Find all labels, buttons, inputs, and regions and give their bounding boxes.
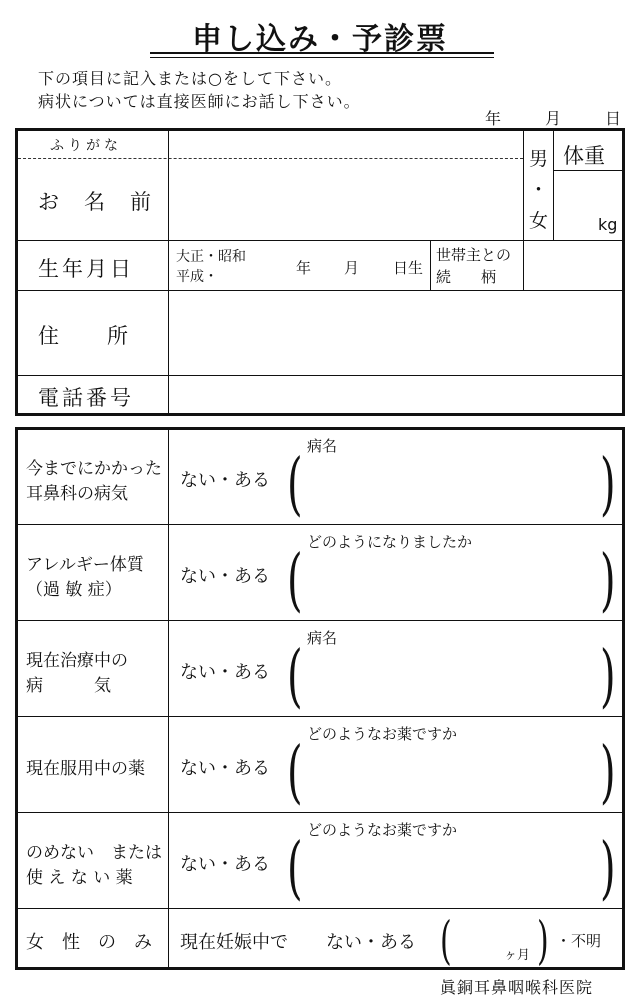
nai-aru-option[interactable]: ない・ある [180, 758, 270, 779]
close-paren: ) [600, 638, 616, 717]
history-answer-area[interactable] [305, 744, 595, 804]
phone-input-area[interactable] [169, 376, 621, 413]
open-paren: ( [287, 446, 303, 525]
date-year-label: 年 [485, 109, 502, 128]
open-paren: ( [287, 542, 303, 621]
history-answer-area[interactable] [305, 648, 595, 708]
history-row-label: 現在治療中の [26, 651, 128, 671]
history-row-label: 現在服用中の薬 [26, 759, 145, 779]
era-option-2[interactable]: 平成・ [176, 269, 218, 285]
era-option-1[interactable]: 大正・昭和 [176, 249, 246, 265]
nai-aru-option[interactable]: ない・ある [180, 854, 270, 875]
name-label: お 名 前 [38, 190, 153, 214]
instruction-line-1: 下の項目に記入または○をして下さい。 [38, 69, 342, 88]
pregnant-nai-aru-option[interactable]: ない・ある [326, 932, 416, 953]
close-paren: ) [600, 446, 616, 525]
name-input-area[interactable] [169, 159, 523, 239]
history-prompt: どのようになりましたか [307, 533, 473, 551]
history-row-label: （過 敏 症） [26, 580, 122, 600]
relation-label-1: 世帯主との [436, 246, 512, 264]
birth-month-label: 月 [344, 259, 360, 277]
close-paren: ) [537, 912, 549, 972]
unknown-option[interactable]: ・不明 [556, 932, 602, 950]
nai-aru-option[interactable]: ない・ある [180, 662, 270, 683]
history-prompt: どのようなお薬ですか [307, 821, 458, 839]
address-label: 住 所 [38, 324, 130, 348]
history-row-label: アレルギー体質 [26, 555, 144, 575]
weight-label: 体重 [563, 144, 605, 168]
close-paren: ) [600, 830, 616, 909]
birthdate-label: 生年月日 [38, 257, 134, 281]
months-unit: ヶ月 [504, 948, 531, 963]
history-answer-area[interactable] [305, 456, 595, 516]
title-underline-thin [150, 57, 494, 58]
open-paren: ( [287, 830, 303, 909]
sex-female-option[interactable]: 女 [529, 210, 549, 232]
close-paren: ) [600, 734, 616, 813]
sex-separator: ・ [529, 179, 549, 201]
history-row-label: 今までにかかった [26, 459, 162, 479]
date-month-label: 月 [545, 109, 562, 128]
open-paren: ( [287, 734, 303, 813]
women-only-label: 女 性 の み [26, 932, 152, 953]
sex-male-option[interactable]: 男 [529, 148, 549, 170]
instruction-line-2: 病状については直接医師にお話し下さい。 [38, 92, 361, 111]
history-prompt: 病名 [307, 629, 338, 647]
relation-label-2: 続 柄 [436, 268, 497, 286]
weight-unit: kg [598, 215, 618, 234]
furigana-label: ふりがな [50, 138, 122, 154]
history-prompt: 病名 [307, 437, 338, 455]
history-prompt: どのようなお薬ですか [307, 725, 458, 743]
history-answer-area[interactable] [305, 552, 595, 612]
close-paren: ) [600, 542, 616, 621]
title-underline [150, 52, 494, 54]
birth-day-label: 日生 [393, 259, 424, 277]
birth-year-label: 年 [296, 259, 312, 277]
history-row-label: 耳鼻科の病気 [26, 484, 128, 504]
history-row-label: 使 え な い 薬 [26, 868, 133, 888]
nai-aru-option[interactable]: ない・ある [180, 470, 270, 491]
nai-aru-option[interactable]: ない・ある [180, 566, 270, 587]
history-row-label: 病 気 [26, 676, 111, 696]
phone-label: 電話番号 [38, 386, 134, 410]
history-row-label: のめない または [26, 843, 162, 863]
form-title: 申し込み・予診票 [192, 22, 448, 57]
date-day-label: 日 [605, 109, 622, 128]
open-paren: ( [287, 638, 303, 717]
address-input-area[interactable] [169, 291, 621, 374]
history-answer-area[interactable] [305, 840, 595, 900]
open-paren: ( [440, 912, 452, 972]
clinic-name: 眞銅耳鼻咽喉科医院 [440, 978, 594, 997]
pregnant-label: 現在妊娠中で [180, 932, 288, 953]
